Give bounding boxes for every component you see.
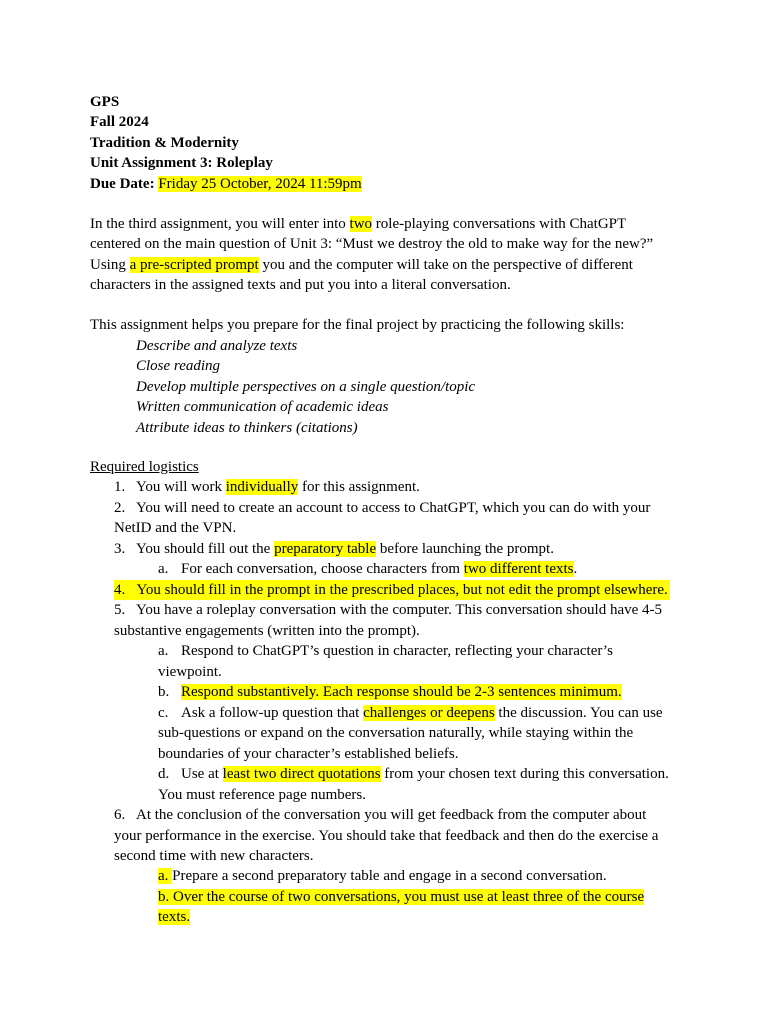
skill-item: Develop multiple perspectives on a single question/topic [136, 379, 476, 395]
sublist-letter: c. [158, 705, 169, 721]
list-item-5c-line-3: boundaries of your character’s established beliefs. [158, 746, 459, 762]
item-text: Ask a follow-up question that [181, 705, 364, 721]
item-highlight: least two direct quotations [222, 766, 381, 782]
list-item-5b [181, 682, 622, 702]
intro-line-4: characters in the assigned texts and put you into a literal conversation. [90, 277, 511, 293]
list-number: 5. [114, 602, 126, 618]
list-item-6b-line-2 [158, 907, 190, 927]
sublist-letter: b. [158, 684, 170, 700]
item-text: . [573, 561, 578, 577]
intro-highlight: a pre-scripted prompt [129, 257, 259, 273]
item-highlight: Respond substantively. Each response should be 2-3 sentences minimum. [181, 684, 622, 700]
list-item-6a [158, 866, 607, 886]
list-item-5-line-2: substantive engagements (written into the prompt). [114, 623, 420, 639]
list-item-5d-line-2: You must reference page numbers. [158, 787, 367, 803]
list-number: 6. [114, 807, 126, 823]
skill-item: Written communication of academic ideas [136, 399, 389, 415]
item-text: You should fill out the [136, 541, 275, 557]
list-number: 1. [114, 479, 126, 495]
list-item-4 [114, 580, 670, 600]
list-item-2-line-1: You will need to create an account to access to ChatGPT, which you can do with your [136, 500, 651, 516]
item-highlight: a. [158, 868, 173, 884]
skill-item: Describe and analyze texts [136, 338, 298, 354]
intro-line-3 [90, 255, 633, 275]
item-text: before launching the prompt. [376, 541, 554, 557]
due-date-line [90, 174, 362, 194]
item-highlight: texts. [158, 909, 191, 925]
item-highlight: challenges or deepens [363, 705, 495, 721]
intro-line-1 [90, 214, 626, 234]
list-item-3 [136, 539, 554, 559]
due-date-label: Due Date: [90, 176, 155, 192]
item-highlight: b. Over the course of two conversations, you must use at least three of the course [158, 889, 645, 905]
item-text: You will work [136, 479, 226, 495]
item-text: for this assignment. [298, 479, 420, 495]
item-text: You should fill in the prompt in the prescribed places, but not edit the prompt elsewhere. [136, 582, 668, 598]
course-title: Tradition & Modernity [90, 135, 239, 151]
list-item-1 [136, 477, 420, 497]
item-highlight: preparatory table [274, 541, 377, 557]
list-item-5d-line-1 [181, 764, 669, 784]
sublist-letter: a. [158, 561, 169, 577]
intro-highlight: two [349, 216, 373, 232]
skills-lead: This assignment helps you prepare for the final project by practicing the following skills: [90, 317, 625, 333]
item-text: Prepare a second preparatory table and engage in a second conversation. [172, 868, 607, 884]
list-item-5c-line-1 [181, 703, 663, 723]
item-highlight: two different texts [463, 561, 574, 577]
skill-item: Attribute ideas to thinkers (citations) [136, 420, 358, 436]
item-text: For each conversation, choose characters from [181, 561, 464, 577]
skill-item: Close reading [136, 358, 221, 374]
sublist-letter: d. [158, 766, 170, 782]
intro-line-2: centered on the main question of Unit 3: “Must we destroy the old to make way for the new?” [90, 236, 654, 252]
list-item-6-line-3: second time with new characters. [114, 848, 314, 864]
item-text: from your chosen text during this conversation. [380, 766, 669, 782]
list-item-6-line-1: At the conclusion of the conversation you will get feedback from the computer about [136, 807, 647, 823]
list-number: 3. [114, 541, 126, 557]
intro-text: In the third assignment, you will enter into [90, 216, 350, 232]
list-item-6-line-2: your performance in the exercise. You should take that feedback and then do the exercise a [114, 828, 659, 844]
course-name: GPS [90, 94, 120, 110]
list-number: 4. [114, 582, 126, 598]
list-item-3a [181, 559, 577, 579]
intro-text: Using [90, 257, 130, 273]
intro-text: you and the computer will take on the perspective of different [258, 257, 633, 273]
item-highlight: individually [225, 479, 299, 495]
list-item-6b-line-1 [158, 887, 644, 907]
sublist-letter: a. [158, 643, 169, 659]
item-text: Use at [181, 766, 223, 782]
item-text: the discussion. You can use [494, 705, 663, 721]
assignment-title: Unit Assignment 3: Roleplay [90, 155, 273, 171]
list-item-5-line-1: You have a roleplay conversation with the computer. This conversation should have 4-5 [136, 602, 663, 618]
list-item-5c-line-2: sub-questions or expand on the conversation naturally, while staying within the [158, 725, 634, 741]
intro-text: role-playing conversations with ChatGPT [372, 216, 627, 232]
term: Fall 2024 [90, 114, 149, 130]
list-item-5a-line-2: viewpoint. [158, 664, 222, 680]
due-date-value: Friday 25 October, 2024 11:59pm [158, 176, 362, 192]
logistics-heading: Required logistics [90, 459, 199, 475]
list-item-5a-line-1: Respond to ChatGPT’s question in character, reflecting your character’s [181, 643, 613, 659]
list-item-2-line-2: NetID and the VPN. [114, 520, 237, 536]
list-number: 2. [114, 500, 126, 516]
